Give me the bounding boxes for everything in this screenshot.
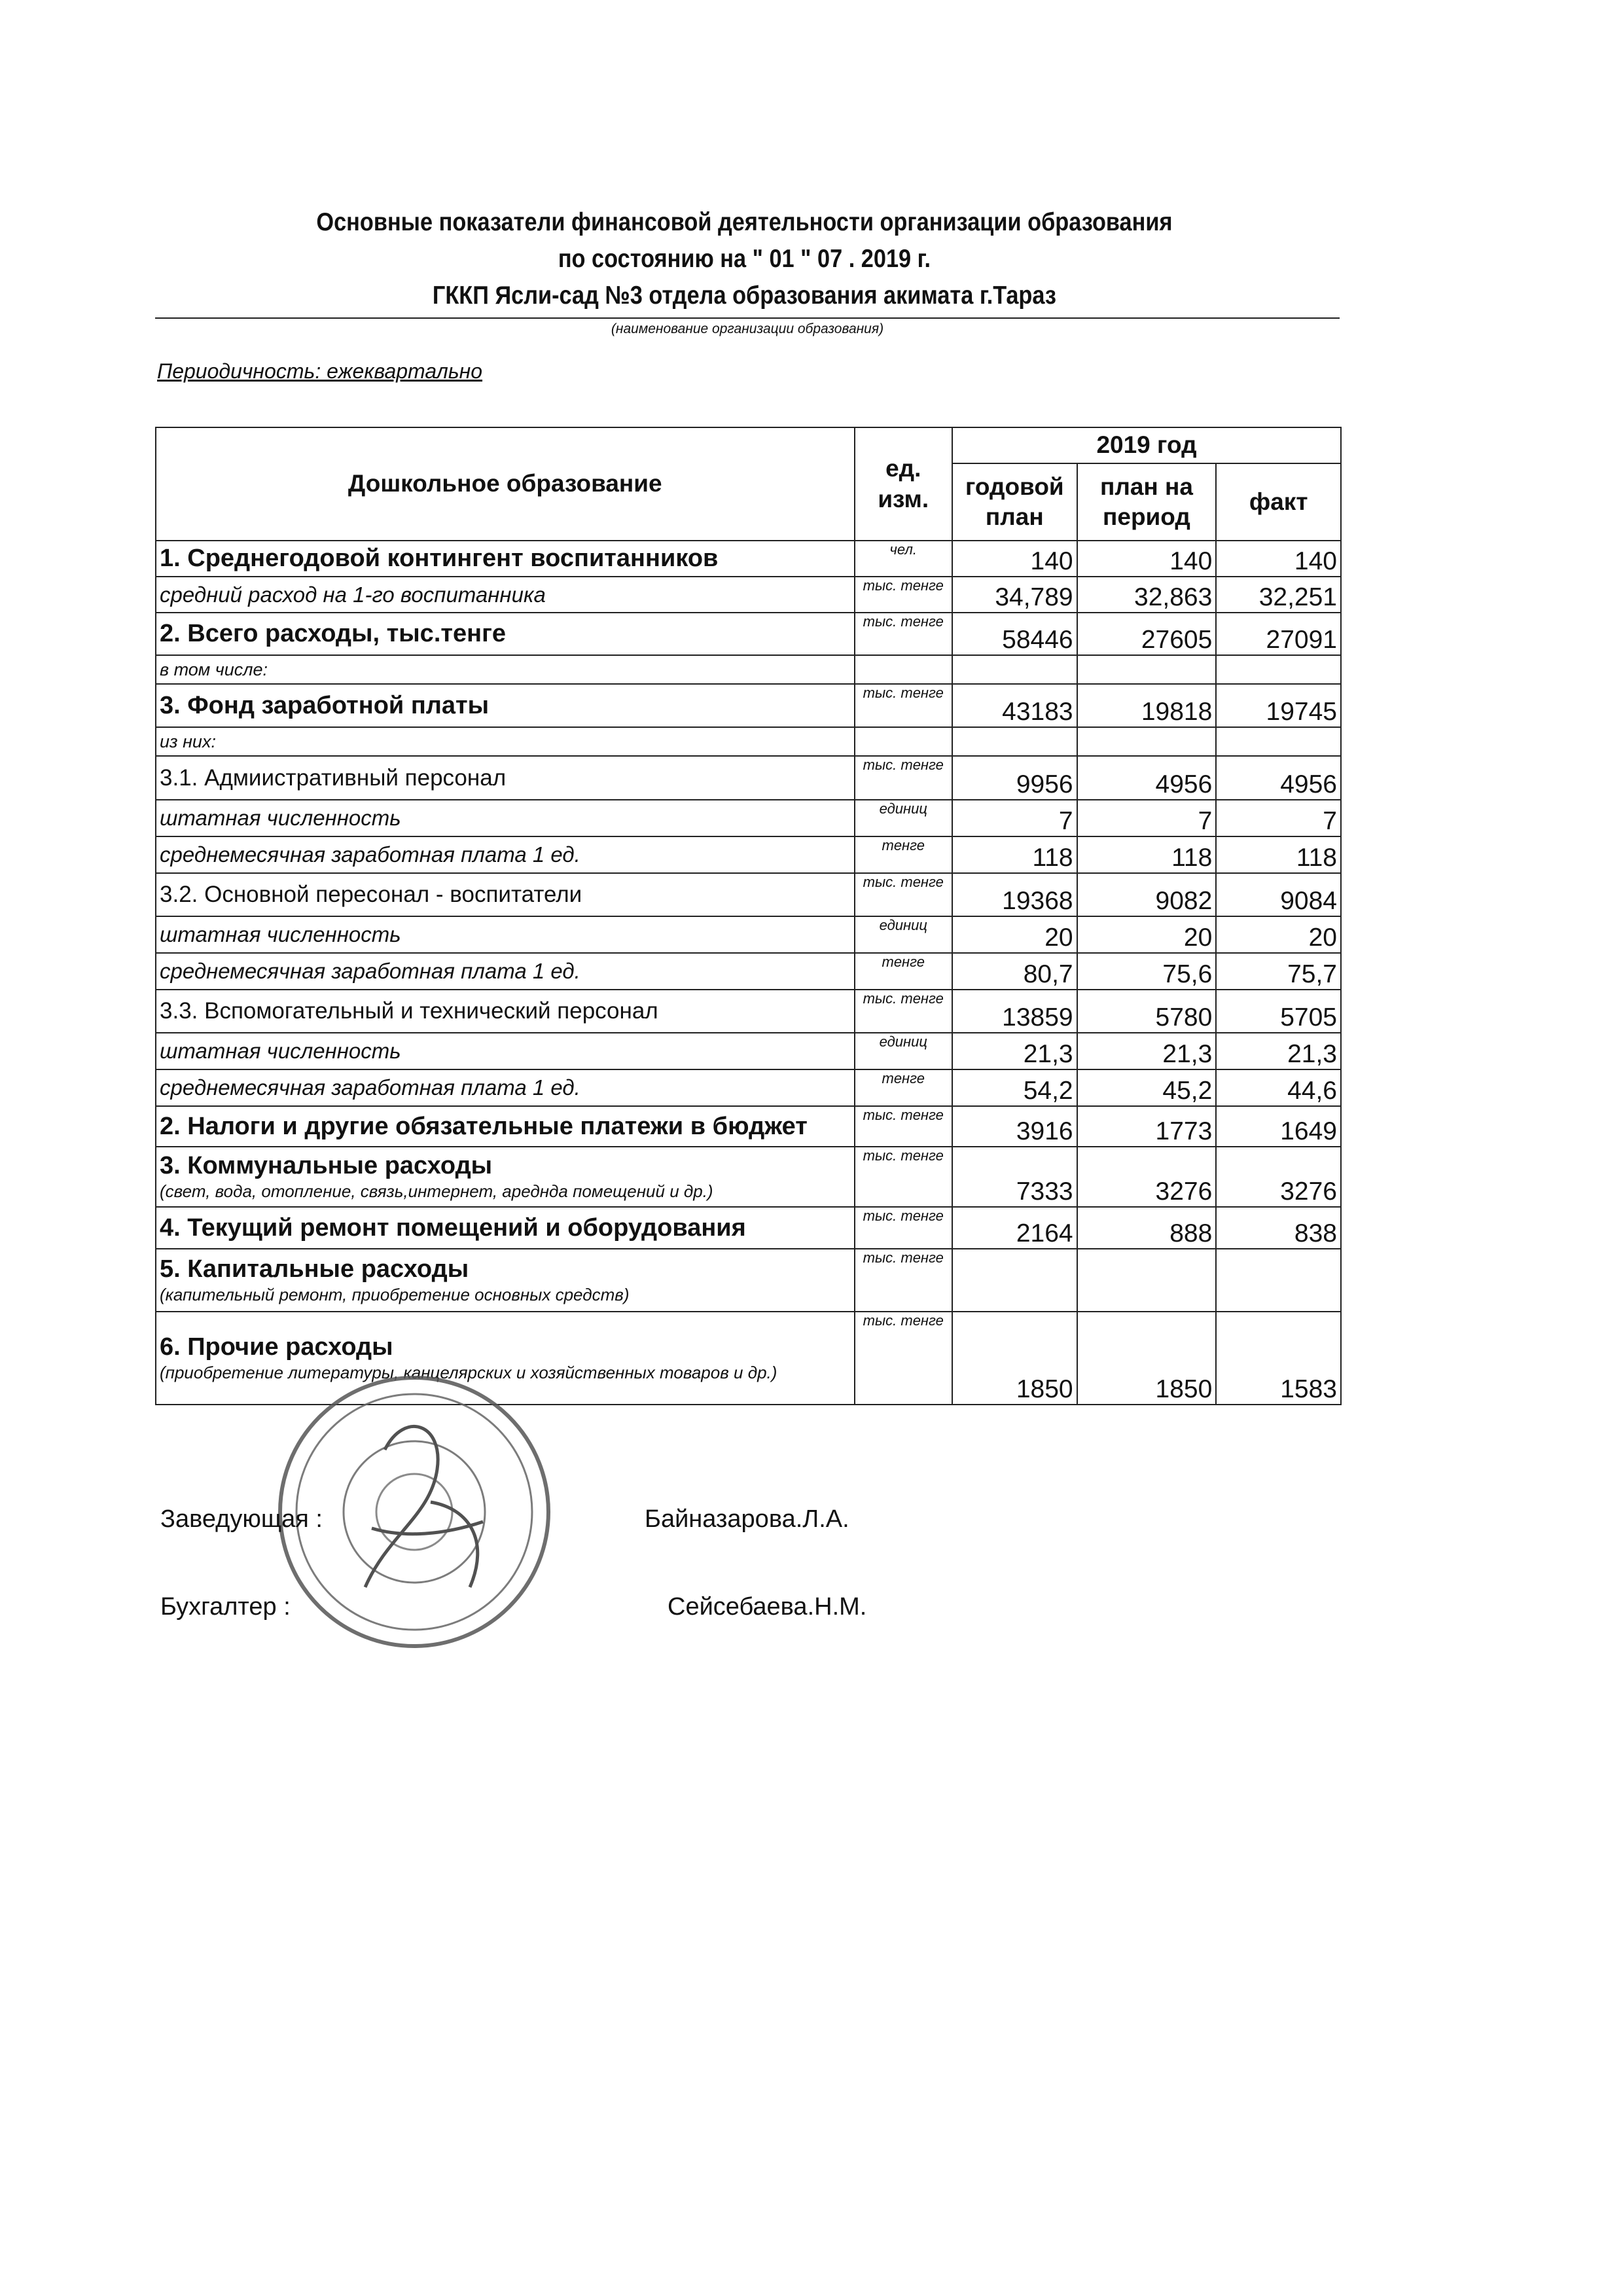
support-salary-row (156, 1069, 1341, 1106)
total-expenses-row (156, 613, 1341, 655)
row-title: среднемесячная заработная плата 1 ед. (160, 1075, 580, 1100)
fact-cell: 1649 (1216, 1106, 1341, 1147)
period-plan-cell: 4956 (1077, 756, 1217, 800)
row-title: среднемесячная заработная плата 1 ед. (160, 842, 580, 867)
period-plan-cell: 20 (1077, 916, 1217, 953)
period-plan-cell: 75,6 (1077, 953, 1217, 990)
row-label (156, 1249, 855, 1312)
row-title: 2. Всего расходы, тыс.тенге (160, 620, 507, 647)
annual-plan-cell: 1850 (952, 1312, 1077, 1405)
fact-cell: 3276 (1216, 1147, 1341, 1207)
period-plan-cell: 5780 (1077, 990, 1217, 1033)
unit-cell: тыс. тенге (855, 1312, 952, 1405)
annual-plan-cell: 34,789 (952, 577, 1077, 613)
period-plan-cell: 19818 (1077, 684, 1217, 727)
annual-plan-cell (952, 655, 1077, 684)
payroll-fund-row (156, 684, 1341, 727)
fact-cell: 5705 (1216, 990, 1341, 1033)
row-label (156, 1207, 855, 1249)
unit-cell: тыс. тенге (855, 613, 952, 655)
row-subtitle: (приобретение литературы, канцелярских и хозяйственных товаров и др.) (160, 1363, 777, 1382)
fact-header: факт (1216, 463, 1341, 541)
period-plan-cell: 9082 (1077, 873, 1217, 916)
period-plan-cell (1077, 727, 1217, 756)
fact-cell: 27091 (1216, 613, 1341, 655)
annual-plan-header: годовой план (952, 463, 1077, 541)
row-label (156, 727, 855, 756)
unit-cell: тенге (855, 836, 952, 873)
unit-cell: тыс. тенге (855, 1147, 952, 1207)
utilities-row (156, 1147, 1341, 1207)
report-date: по состоянию на " 01 " 07 . 2019 г. (558, 245, 931, 273)
row-title: штатная численность (160, 922, 401, 946)
period-plan-cell (1077, 1249, 1217, 1312)
row-label (156, 1033, 855, 1069)
period-plan-cell: 888 (1077, 1207, 1217, 1249)
fact-cell: 19745 (1216, 684, 1341, 727)
fact-cell: 21,3 (1216, 1033, 1341, 1069)
row-label (156, 836, 855, 873)
fact-cell: 9084 (1216, 873, 1341, 916)
annual-plan-cell: 20 (952, 916, 1077, 953)
row-subtitle: (свет, вода, отопление, связь,интернет, ареднда помещений и др.) (160, 1181, 713, 1201)
unit-cell: тыс. тенге (855, 684, 952, 727)
period-plan-cell: 45,2 (1077, 1069, 1217, 1106)
unit-cell: единиц (855, 800, 952, 836)
fact-cell: 20 (1216, 916, 1341, 953)
row-title: 6. Прочие расходы (160, 1333, 393, 1361)
teachers-salary-row (156, 953, 1341, 990)
row-label (156, 1069, 855, 1106)
unit-cell: чел. (855, 541, 952, 577)
unit-cell: тыс. тенге (855, 577, 952, 613)
taxes-row (156, 1106, 1341, 1147)
contingent-row (156, 541, 1341, 577)
annual-plan-cell (952, 1249, 1077, 1312)
fact-cell: 32,251 (1216, 577, 1341, 613)
repairs-row (156, 1207, 1341, 1249)
annual-plan-cell: 19368 (952, 873, 1077, 916)
period-plan-cell: 1850 (1077, 1312, 1217, 1405)
row-label (156, 990, 855, 1033)
fact-cell: 75,7 (1216, 953, 1341, 990)
unit-cell: единиц (855, 916, 952, 953)
row-title: 5. Капитальные расходы (160, 1255, 469, 1283)
unit-cell: единиц (855, 1033, 952, 1069)
unit-cell: тыс. тенге (855, 1106, 952, 1147)
row-label (156, 800, 855, 836)
annual-plan-cell (952, 727, 1077, 756)
unit-cell: тенге (855, 1069, 952, 1106)
fact-cell: 1583 (1216, 1312, 1341, 1405)
of-which-row (156, 727, 1341, 756)
row-title: штатная численность (160, 806, 401, 830)
annual-plan-cell: 7333 (952, 1147, 1077, 1207)
fact-cell: 140 (1216, 541, 1341, 577)
row-title: 3. Фонд заработной платы (160, 691, 490, 719)
row-title: штатная численность (160, 1039, 401, 1063)
periodicity-label: Периодичность: ежеквартально (157, 359, 483, 383)
organization-underline (155, 317, 1340, 319)
period-plan-cell: 1773 (1077, 1106, 1217, 1147)
fact-cell: 4956 (1216, 756, 1341, 800)
annual-plan-cell: 9956 (952, 756, 1077, 800)
capital-expenses-row (156, 1249, 1341, 1312)
row-label (156, 684, 855, 727)
fact-cell: 118 (1216, 836, 1341, 873)
period-plan-cell: 27605 (1077, 613, 1217, 655)
row-label (156, 756, 855, 800)
unit-cell: тенге (855, 953, 952, 990)
document-title: Основные показатели финансовой деятельности организации образования (316, 208, 1173, 236)
row-label (156, 541, 855, 577)
admin-staff-row (156, 756, 1341, 800)
period-plan-cell: 32,863 (1077, 577, 1217, 613)
accountant-role: Бухгалтер : (160, 1593, 291, 1621)
teachers-row (156, 873, 1341, 916)
period-plan-cell: 21,3 (1077, 1033, 1217, 1069)
period-plan-cell: 118 (1077, 836, 1217, 873)
annual-plan-cell: 43183 (952, 684, 1077, 727)
section-header: Дошкольное образование (156, 427, 855, 541)
row-label (156, 1147, 855, 1207)
period-plan-cell: 140 (1077, 541, 1217, 577)
unit-cell: тыс. тенге (855, 756, 952, 800)
annual-plan-cell: 2164 (952, 1207, 1077, 1249)
head-role: Заведующая : (160, 1505, 323, 1533)
unit-cell (855, 655, 952, 684)
row-title: 3. Коммунальные расходы (160, 1152, 493, 1179)
annual-plan-cell: 54,2 (952, 1069, 1077, 1106)
annual-plan-cell: 118 (952, 836, 1077, 873)
organization-hint: (наименование организации образования) (611, 321, 884, 336)
fact-cell: 838 (1216, 1207, 1341, 1249)
row-title: средний расход на 1-го воспитанника (160, 582, 546, 607)
unit-cell: тыс. тенге (855, 1249, 952, 1312)
annual-plan-cell: 13859 (952, 990, 1077, 1033)
annual-plan-cell: 58446 (952, 613, 1077, 655)
unit-header: ед. изм. (855, 427, 952, 541)
table-body (156, 541, 1341, 1405)
row-label (156, 577, 855, 613)
admin-salary-row (156, 836, 1341, 873)
support-headcount-row (156, 1033, 1341, 1069)
organization-name: ГККП Ясли-сад №3 отдела образования акимата г.Тараз (432, 281, 1056, 310)
signatures-block (160, 1505, 1142, 1662)
cost-per-pupil-row (156, 577, 1341, 613)
row-title: 4. Текущий ремонт помещений и оборудования (160, 1213, 746, 1242)
row-title: 1. Среднегодовой контингент воспитанников (160, 545, 719, 572)
row-label (156, 873, 855, 916)
row-title: из них: (160, 731, 216, 751)
fact-cell: 7 (1216, 800, 1341, 836)
unit-cell (855, 727, 952, 756)
row-title: 3.3. Вспомогательный и технический персонал (160, 998, 658, 1024)
unit-cell: тыс. тенге (855, 873, 952, 916)
unit-cell: тыс. тенге (855, 1207, 952, 1249)
period-plan-header: план на период (1077, 463, 1217, 541)
teachers-headcount-row (156, 916, 1341, 953)
row-title: в том числе: (160, 659, 268, 679)
row-label (156, 613, 855, 655)
admin-headcount-row (156, 800, 1341, 836)
period-plan-cell (1077, 655, 1217, 684)
row-label (156, 1106, 855, 1147)
head-name: Байназарова.Л.А. (645, 1505, 849, 1533)
annual-plan-cell: 3916 (952, 1106, 1077, 1147)
fact-cell (1216, 1249, 1341, 1312)
accountant-name: Сейсебаева.Н.М. (668, 1593, 867, 1621)
annual-plan-cell: 7 (952, 800, 1077, 836)
row-subtitle: (капительный ремонт, приобретение основных средств) (160, 1285, 630, 1304)
fact-cell (1216, 727, 1341, 756)
annual-plan-cell: 140 (952, 541, 1077, 577)
fact-cell (1216, 655, 1341, 684)
row-title: 2. Налоги и другие обязательные платежи в бюджет (160, 1112, 808, 1140)
fact-cell: 44,6 (1216, 1069, 1341, 1106)
row-label (156, 655, 855, 684)
row-title: 3.2. Основной пересонал - воспитатели (160, 882, 582, 907)
row-title: 3.1. Адмиистративный персонал (160, 764, 507, 791)
annual-plan-cell: 21,3 (952, 1033, 1077, 1069)
period-plan-cell: 3276 (1077, 1147, 1217, 1207)
period-plan-cell: 7 (1077, 800, 1217, 836)
unit-cell: тыс. тенге (855, 990, 952, 1033)
annual-plan-cell: 80,7 (952, 953, 1077, 990)
row-label (156, 916, 855, 953)
year-header: 2019 год (952, 427, 1341, 463)
support-staff-row (156, 990, 1341, 1033)
row-label (156, 953, 855, 990)
financial-indicators-table (155, 427, 1342, 1405)
including-row (156, 655, 1341, 684)
row-title: среднемесячная заработная плата 1 ед. (160, 959, 580, 983)
